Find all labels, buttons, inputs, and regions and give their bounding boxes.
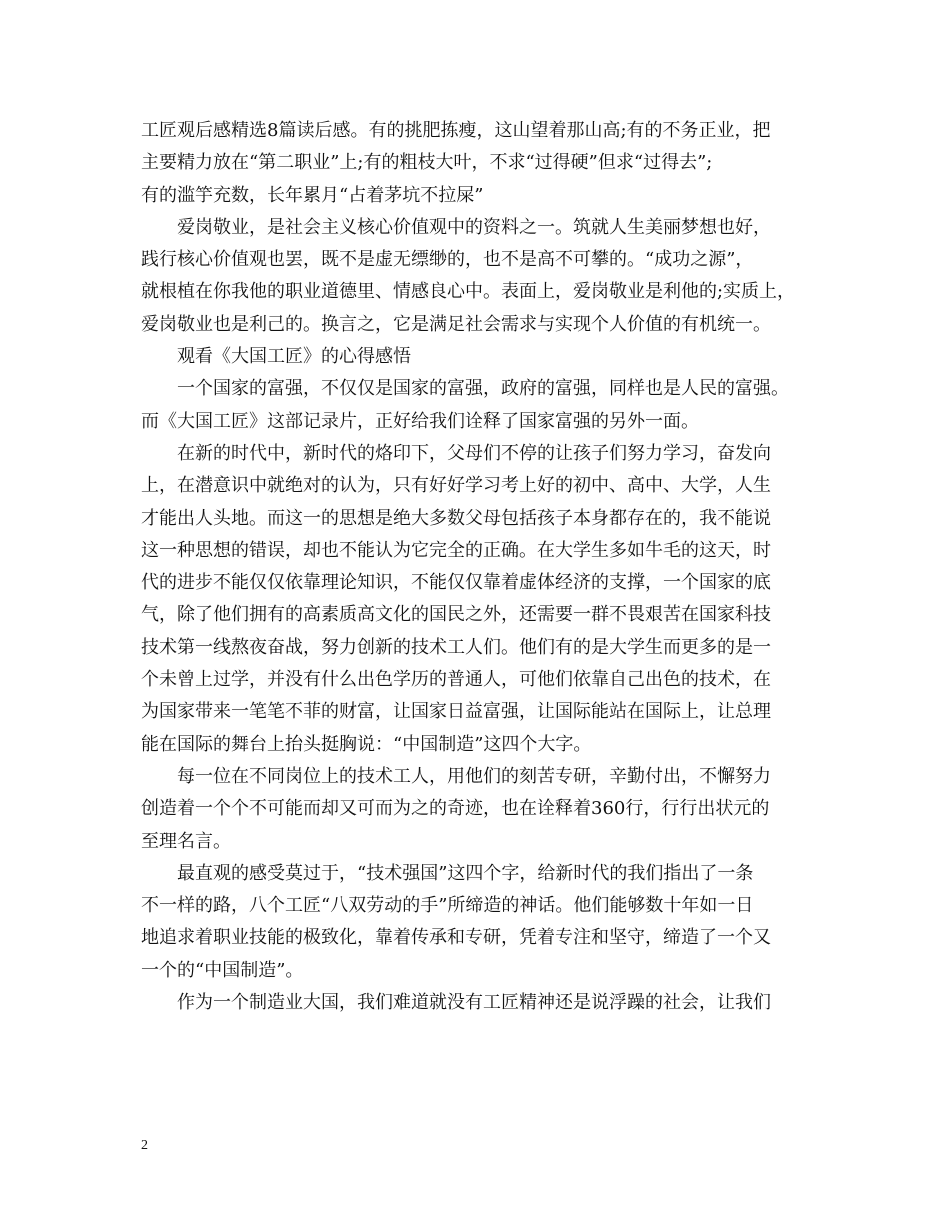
text-line: 才能出人头地。而这一的思想是绝大多数父母包括孩子本身都存在的，我不能说 xyxy=(141,507,771,529)
text-line: 就根植在你我他的职业道德里、情感良心中。表面上，爱岗敬业是利他的;实质上， xyxy=(141,281,796,303)
text-line: 主要精力放在“第二职业”上;有的粗枝大叶，不求“过得硬”但求“过得去”; xyxy=(141,152,713,174)
text-line: 最直观的感受莫过于，“技术强国”这四个字，给新时代的我们指出了一条 xyxy=(177,862,754,884)
text-line: 有的滥竽充数，长年累月“占着茅坑不拉屎” xyxy=(141,184,484,206)
text-line: 一个的“中国制造”。 xyxy=(141,959,304,981)
text-line: 观看《大国工匠》的心得感悟 xyxy=(177,346,411,368)
text-line: 践行核心价值观也罢，既不是虚无缥缈的，也不是高不可攀的。“成功之源”， xyxy=(141,249,754,271)
text-line: 工匠观后感精选8篇读后感。有的挑肥拣瘦，这山望着那山高;有的不务正业，把 xyxy=(141,120,771,141)
text-line: 爱岗敬业，是社会主义核心价值观中的资料之一。筑就人生美丽梦想也好， xyxy=(177,216,771,238)
text-line: 至理名言。 xyxy=(141,830,231,852)
page-number: 2 xyxy=(141,1138,148,1153)
text-line: 个未曾上过学，并没有什么出色学历的普通人，可他们依靠自己出色的技术，在 xyxy=(141,669,771,691)
text-line: 而《大国工匠》这部记录片，正好给我们诠释了国家富强的另外一面。 xyxy=(141,410,699,432)
text-line: 一个国家的富强，不仅仅是国家的富强，政府的富强，同样也是人民的富强。 xyxy=(177,378,789,400)
text-line: 能在国际的舞台上抬头挺胸说：“中国制造”这四个大字。 xyxy=(141,733,592,755)
text-line: 技术第一线熬夜奋战，努力创新的技术工人们。他们有的是大学生而更多的是一 xyxy=(141,636,771,658)
text-line: 气，除了他们拥有的高素质高文化的国民之外，还需要一群不畏艰苦在国家科技 xyxy=(141,604,771,626)
text-line: 这一种思想的错误，却也不能认为它完全的正确。在大学生多如牛毛的这天，时 xyxy=(141,539,771,561)
text-line: 在新的时代中，新时代的烙印下，父母们不停的让孩子们努力学习，奋发向 xyxy=(177,442,771,464)
text-line: 不一样的路，八个工匠“八双劳动的手”所缔造的神话。他们能够数十年如一日 xyxy=(141,895,754,917)
text-line: 代的进步不能仅仅依靠理论知识，不能仅仅靠着虚体经济的支撑，一个国家的底 xyxy=(141,572,771,594)
text-line: 上，在潜意识中就绝对的认为，只有好好学习考上好的初中、高中、大学，人生 xyxy=(141,475,771,497)
text-line: 地追求着职业技能的极致化，靠着传承和专研，凭着专注和坚守，缔造了一个又 xyxy=(141,927,771,949)
text-line: 爱岗敬业也是利己的。换言之，它是满足社会需求与实现个人价值的有机统一。 xyxy=(141,313,771,335)
text-line: 作为一个制造业大国，我们难道就没有工匠精神还是说浮躁的社会，让我们 xyxy=(177,992,771,1014)
text-line: 创造着一个个不可能而却又可而为之的奇迹，也在诠释着360行，行行出状元的 xyxy=(141,798,770,820)
text-line: 每一位在不同岗位上的技术工人，用他们的刻苦专研，辛勤付出，不懈努力 xyxy=(177,765,771,787)
text-line: 为国家带来一笔笔不菲的财富，让国家日益富强，让国际能站在国际上，让总理 xyxy=(141,701,771,723)
body-text xyxy=(141,115,811,1019)
